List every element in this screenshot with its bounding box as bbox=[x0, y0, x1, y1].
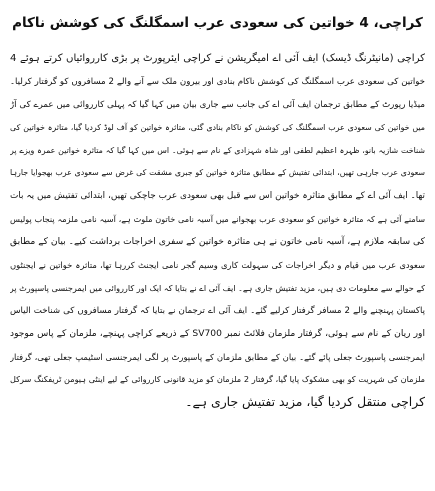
article-line: میڈیا رپورٹ کے مطابق ترجمان ایف آئی اے کی جانب سے جاری بیان میں کہا گیا کہ پہلی کارروائی میں عمرے کی آڑ bbox=[10, 99, 425, 110]
article-line: شناخت شازیہ بانو، ظہرہ اعظیم لطفی اور شاہ شہزادی کے نام سے ہوئی۔ اس میں کہا گیا کہ متاثرہ خواتین عمرہ ویزے پر bbox=[10, 145, 425, 155]
article-line: کے حوالے سے معلومات دی ہیں، مزید تفتیش جاری ہے۔ ایف آئی اے نے بتایا کہ ایک اور کارروائی میں ایمرجنسی پاسپورٹ پر bbox=[10, 282, 425, 293]
article-line: کی سابقہ ملازم ہے، آسیہ نامی خاتون نے ہی متاثرہ خواتین کے سفری اخراجات برداشت کیے۔ بیان کے مطابق bbox=[10, 237, 425, 248]
article-line: ملزمان کی شہریت کو بھی مشکوک پایا گیا، گرفتار 2 ملزمان کو مزید قانونی کارروائی کے لیے اینٹی ہیومن ٹریفکنگ سرکل bbox=[10, 374, 425, 385]
article-line: تھا۔ ایف آئی اے کے مطابق متاثرہ خواتین اس سے قبل بھی سعودی عرب جاچکی تھیں، ابتدائی تفتیش میں یہ بات bbox=[10, 191, 425, 202]
article-line: پاکستان پہنچنے والے 2 مسافر گرفتار کرلیے گئے۔ ایف آئی اے ترجمان نے بتایا کہ گرفتار مسافروں کی شناخت الیاس bbox=[10, 305, 425, 316]
article-line: سعودی عرب جارہی تھیں، ابتدائی تفتیش کے مطابق متاثرہ خواتین کو جبری مشقت کی غرض سے سعودی عرب بھجوایا جارہا bbox=[10, 168, 425, 178]
article-line: میں خواتین کی سعودی عرب اسمگلنگ کی کوشش کو ناکام بنادی گئی، متاثرہ خواتین کو آف لوڈ کردیا گیا، متاثرہ خواتین کی bbox=[10, 122, 425, 132]
article-line: کراچی (مانیٹرنگ ڈیسک) ایف آئی اے امیگریشن نے کراچی ایئرپورٹ پر بڑی کارروائیاں کرتے ہوئے 4 bbox=[10, 53, 425, 64]
article-line: ایمرجنسی پاسپورٹ جعلی پائے گئے۔ بیان کے مطابق ملزمان کے پاسپورٹ پر لگی ایمرجنسی اسٹیمپ جعلی تھی، گرفتار bbox=[10, 351, 425, 362]
article-body bbox=[10, 48, 425, 414]
article-line: کراچی منتقل کردیا گیا، مزید تفتیش جاری ہے۔ bbox=[185, 394, 425, 410]
article-headline: کراچی، 4 خواتین کی سعودی عرب اسمگلنگ کی کوشش ناکام bbox=[12, 15, 423, 31]
article-line: خواتین کی سعودی عرب اسمگلنگ کی کوشش ناکام بنادی اور بیرون ملک سے آنے والے 2 مسافروں کو گرفتار کرلیا۔ bbox=[10, 76, 425, 87]
article-line: سامنے آئی ہے کہ متاثرہ خواتین کو سعودی عرب بھجوانے میں آسیہ نامی خاتون ملوث ہے، آسیہ نامی ملزمہ پنجاب پولیس bbox=[10, 214, 425, 225]
article-line: سعودی عرب میں قیام و دیگر اخراجات کی سہولت کاری وسیم گجر نامی ایجنٹ کررہا تھا، متاثرہ خواتین نے ایجنٹوں bbox=[10, 260, 425, 271]
article-line: اور ریان کے نام سے ہوئی، گرفتار ملزمان فلائٹ نمبر SV700 کے ذریعے کراچی پہنچے، ملزمان کے پاس موجود bbox=[10, 328, 425, 339]
